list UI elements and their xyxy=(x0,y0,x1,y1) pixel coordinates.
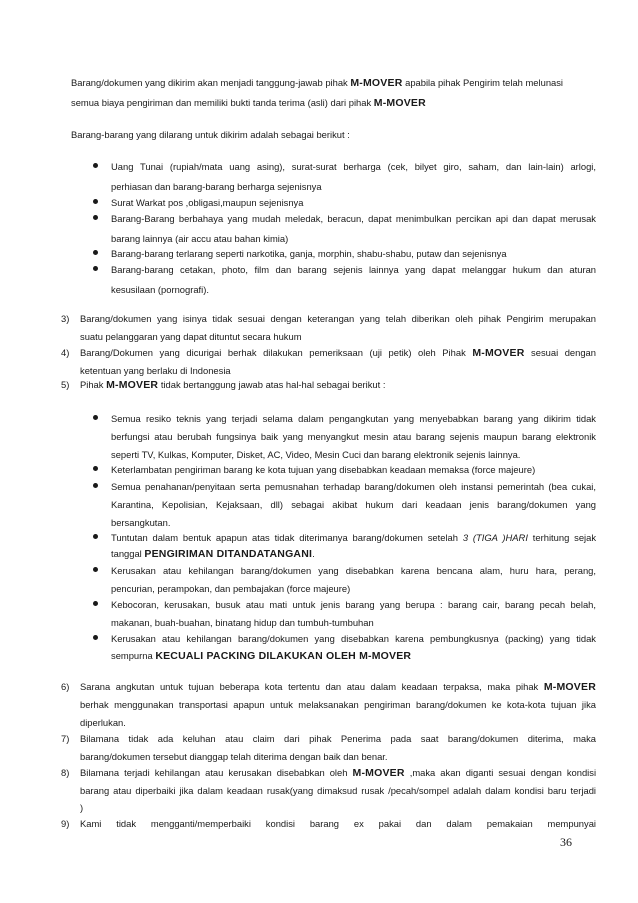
item-6-line-2: berhak menggunakan transportasi apapun untuk melaksanakan pengiriman barang/dokumen ke kota-kota tujuan jika xyxy=(80,699,596,710)
item-number-5: 5) xyxy=(61,379,70,390)
item-5-line-1: Pihak M-MOVER tidak bertanggung jawab atas hal-hal sebagai berikut : xyxy=(80,379,386,391)
bullet-icon xyxy=(93,215,99,221)
intro-line-2: semua biaya pengiriman dan memiliki bukti tanda terima (asli) dari pihak M-MOVER xyxy=(71,97,426,109)
liability-item-1-line-1: Semua resiko teknis yang terjadi selama dalam pengangkutan yang menyebabkan barang yang dikirim tidak xyxy=(111,413,596,424)
liability-item-6-line-1: Kebocoran, kerusakan, busuk atau mati untuk jenis barang yang berupa : barang cair, barang pecah belah, xyxy=(111,599,596,610)
bullet-icon xyxy=(93,266,99,272)
liability-item-4-line-1: Tuntutan dalam bentuk apapun atas tidak diterimanya barang/dokumen setelah 3 (TIGA )HARI terhitung sejak xyxy=(111,532,597,543)
bullet-icon xyxy=(93,483,99,489)
item-4-line-2: ketentuan yang berlaku di Indonesia xyxy=(80,365,231,376)
bullet-icon xyxy=(93,466,99,472)
intro-line-1: Barang/dokumen yang dikirim akan menjadi tanggung-jawab pihak M-MOVER apabila pihak Pengirim telah melunasi xyxy=(71,77,564,89)
liability-item-5-line-1: Kerusakan atau kehilangan barang/dokumen yang disebabkan karena bencana alam, huru hara, perang, xyxy=(111,565,596,576)
forbidden-item-4: Barang-barang terlarang seperti narkotika, ganja, morphin, shabu-shabu, putaw dan sejenisnya xyxy=(111,248,507,259)
bullet-icon xyxy=(93,601,99,607)
item-4-line-1: Barang/Dokumen yang dicurigai berhak dilakukan pemeriksaan (uji petik) oleh Pihak M-MOVER sesuai dengan xyxy=(80,347,596,359)
item-7-line-1: Bilamana tidak ada keluhan atau claim dari pihak Penerima pada saat barang/dokumen diterima, maka xyxy=(80,733,596,744)
liability-item-5-line-2: pencurian, perampokan, dan pembajakan (force majeure) xyxy=(111,583,351,594)
liability-item-1-line-3: seperti TV, Kulkas, Komputer, Disket, AC, Video, Mesin Cuci dan barang elektronik sejenis lainnya. xyxy=(111,449,521,460)
bullet-icon xyxy=(93,534,99,540)
forbidden-item-3-line-1: Barang-Barang berbahaya yang mudah meledak, beracun, dapat menimbulkan percikan api dan dapat merusak xyxy=(111,213,596,224)
liability-item-7-line-2: sempurna KECUALI PACKING DILAKUKAN OLEH M-MOVER xyxy=(111,650,412,662)
liability-item-1-line-2: berfungsi atau berubah fungsinya baik yang menyangkut mesin atau barang sejenis maupun barang elektronik xyxy=(111,431,596,442)
item-number-7: 7) xyxy=(61,733,70,744)
item-number-4: 4) xyxy=(61,347,70,358)
item-9-line-1: Kami tidak mengganti/memperbaiki kondisi barang ex pakai dan dalam pemakaian mempunyai xyxy=(80,818,596,829)
brand-name: M-MOVER xyxy=(106,379,159,391)
item-8-line-3: ) xyxy=(80,802,84,813)
item-7-line-2: barang/dokumen tersebut dianggap telah diterima dengan baik dan benar. xyxy=(80,751,388,762)
bullet-icon xyxy=(93,250,99,256)
forbidden-item-1-line-1: Uang Tunai (rupiah/mata uang asing), surat-surat berharga (cek, bilyet giro, saham, dan lain-lain) arlogi, xyxy=(111,161,596,172)
page-number: 36 xyxy=(560,835,572,849)
item-number-9: 9) xyxy=(61,818,70,829)
forbidden-item-2: Surat Warkat pos ,obligasi,maupun sejenisnya xyxy=(111,197,304,208)
liability-item-3-line-1: Semua penahanan/penyitaan serta pemusnahan terhadap barang/dokumen oleh instansi pemerintah (bea cukai, xyxy=(111,481,596,492)
brand-name: M-MOVER xyxy=(543,681,596,693)
item-6-line-3: diperlukan. xyxy=(80,717,126,728)
bullet-icon xyxy=(93,567,99,573)
forbidden-item-1-line-2: perhiasan dan barang-barang berharga sejenisnya xyxy=(111,181,322,192)
forbidden-item-3-line-2: barang lainnya (air accu atau bahan kimia) xyxy=(111,233,289,244)
brand-name: M-MOVER xyxy=(472,347,525,359)
item-8-line-1: Bilamana terjadi kehilangan atau kerusakan disebabkan oleh M-MOVER ,maka akan diganti sesuai dengan kondisi xyxy=(80,767,597,779)
bullet-icon xyxy=(93,163,99,169)
intro-forbidden-heading: Barang-barang yang dilarang untuk dikirim adalah sebagai berikut : xyxy=(71,129,350,140)
brand-name: M-MOVER xyxy=(352,767,405,779)
item-3-line-1: Barang/dokumen yang isinya tidak sesuai dengan keterangan yang telah diberikan oleh pihak Pengirim merupakan xyxy=(80,313,596,324)
item-number-8: 8) xyxy=(61,767,70,778)
liability-item-6-line-2: makanan, buah-buahan, binatang hidup dan tumbuh-tumbuhan xyxy=(111,617,374,628)
liability-item-2: Keterlambatan pengiriman barang ke kota tujuan yang disebabkan keadaan memaksa (force majeure) xyxy=(111,464,536,475)
item-6-line-1: Sarana angkutan untuk tujuan beberapa kota tertentu dan atau dalam keadaan terpaksa, maka pihak M-MOVER xyxy=(80,681,596,693)
bullet-icon xyxy=(93,415,99,421)
forbidden-item-5-line-2: kesusilaan (pornografi). xyxy=(111,284,209,295)
bullet-icon xyxy=(93,635,99,641)
liability-item-4-line-2: tanggal PENGIRIMAN DITANDATANGANI. xyxy=(111,548,315,560)
liability-item-7-line-1: Kerusakan atau kehilangan barang/dokumen yang disebabkan karena pembungkusnya (packing) yang tidak xyxy=(111,633,596,644)
brand-name: M-MOVER xyxy=(350,77,403,89)
item-3-line-2: suatu pelanggaran yang dapat dituntut secara hukum xyxy=(80,331,302,342)
forbidden-item-5-line-1: Barang-barang cetakan, photo, film dan barang sejenis lainnya yang dapat melanggar hukum dan aturan xyxy=(111,264,596,275)
item-number-6: 6) xyxy=(61,681,70,692)
brand-name: M-MOVER xyxy=(373,97,426,109)
bullet-icon xyxy=(93,199,99,205)
item-8-line-2: barang atau diperbaiki jika dalam keadaan rusak(yang dimaksud rusak /pecah/sompel adalah dalam kondisi baru terjadi xyxy=(80,785,596,796)
liability-item-3-line-3: bersangkutan. xyxy=(111,517,171,528)
liability-item-3-line-2: Karantina, Kepolisian, Kejaksaan, dll) sebagai akibat hukum dari keadaan jenis barang/dokumen yang xyxy=(111,499,596,510)
item-number-3: 3) xyxy=(61,313,70,324)
